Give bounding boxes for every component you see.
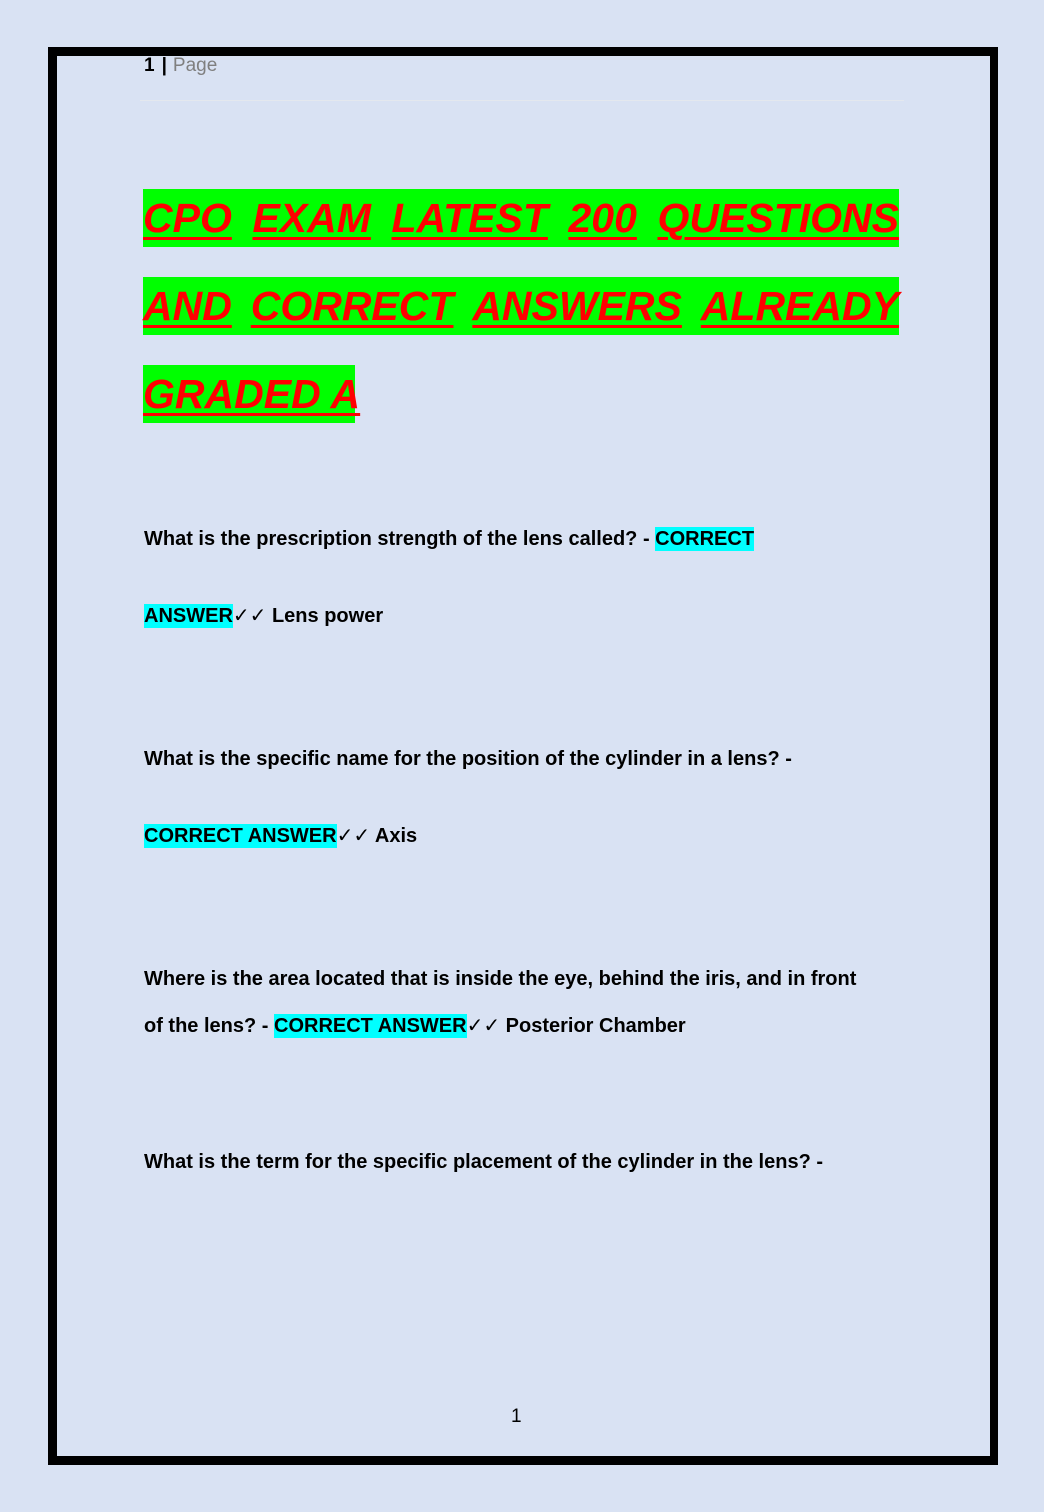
question-text: What is the prescription strength of the lens called? -	[144, 528, 656, 550]
title-line-3	[143, 365, 361, 423]
title-word: QUESTIONS	[657, 195, 899, 241]
answer-text: Axis	[370, 825, 418, 847]
title-line-1	[143, 189, 899, 247]
footer-page-number: 1	[511, 1406, 522, 1427]
answer-text: Lens power	[266, 605, 384, 627]
title-word: GRADED A	[143, 371, 361, 417]
checkmarks-icon: ✓✓	[466, 1015, 501, 1037]
checkmarks-icon: ✓✓	[232, 605, 267, 627]
title-word: ANSWERS	[472, 283, 682, 329]
header-separator: |	[161, 55, 167, 76]
page-header	[144, 53, 217, 79]
answer-label-highlight: ANSWER	[144, 605, 233, 627]
question-2-answer	[144, 821, 417, 851]
question-1-answer	[144, 601, 383, 631]
title-word: CPO	[143, 195, 232, 241]
title-word: CORRECT	[250, 283, 454, 329]
header-divider	[140, 100, 904, 101]
title-word: ALREADY	[700, 283, 899, 329]
question-text: of the lens? -	[144, 1015, 274, 1037]
title-word: EXAM	[252, 195, 371, 241]
question-text: What is the specific name for the position of the cylinder in a lens? -	[144, 748, 792, 770]
question-3-answer	[144, 1011, 686, 1041]
question-4-text	[144, 1147, 823, 1177]
title-word: LATEST	[391, 195, 548, 241]
answer-label-highlight: CORRECT	[655, 528, 755, 550]
question-text: What is the term for the specific placement of the cylinder in the lens? -	[144, 1151, 824, 1173]
header-page-word: Page	[172, 55, 218, 76]
answer-label-highlight: CORRECT ANSWER	[274, 1015, 467, 1037]
answer-label-highlight: CORRECT ANSWER	[144, 825, 337, 847]
title-word: 200	[568, 195, 637, 241]
question-1-text	[144, 524, 754, 554]
answer-text: Posterior Chamber	[500, 1015, 686, 1037]
question-text: Where is the area located that is inside the eye, behind the iris, and in front	[144, 968, 857, 990]
checkmarks-icon: ✓✓	[336, 825, 371, 847]
question-2-text	[144, 744, 792, 774]
header-page-number: 1	[144, 55, 155, 76]
title-line-2	[143, 277, 899, 335]
title-word: AND	[143, 283, 232, 329]
question-3-text	[144, 964, 856, 994]
